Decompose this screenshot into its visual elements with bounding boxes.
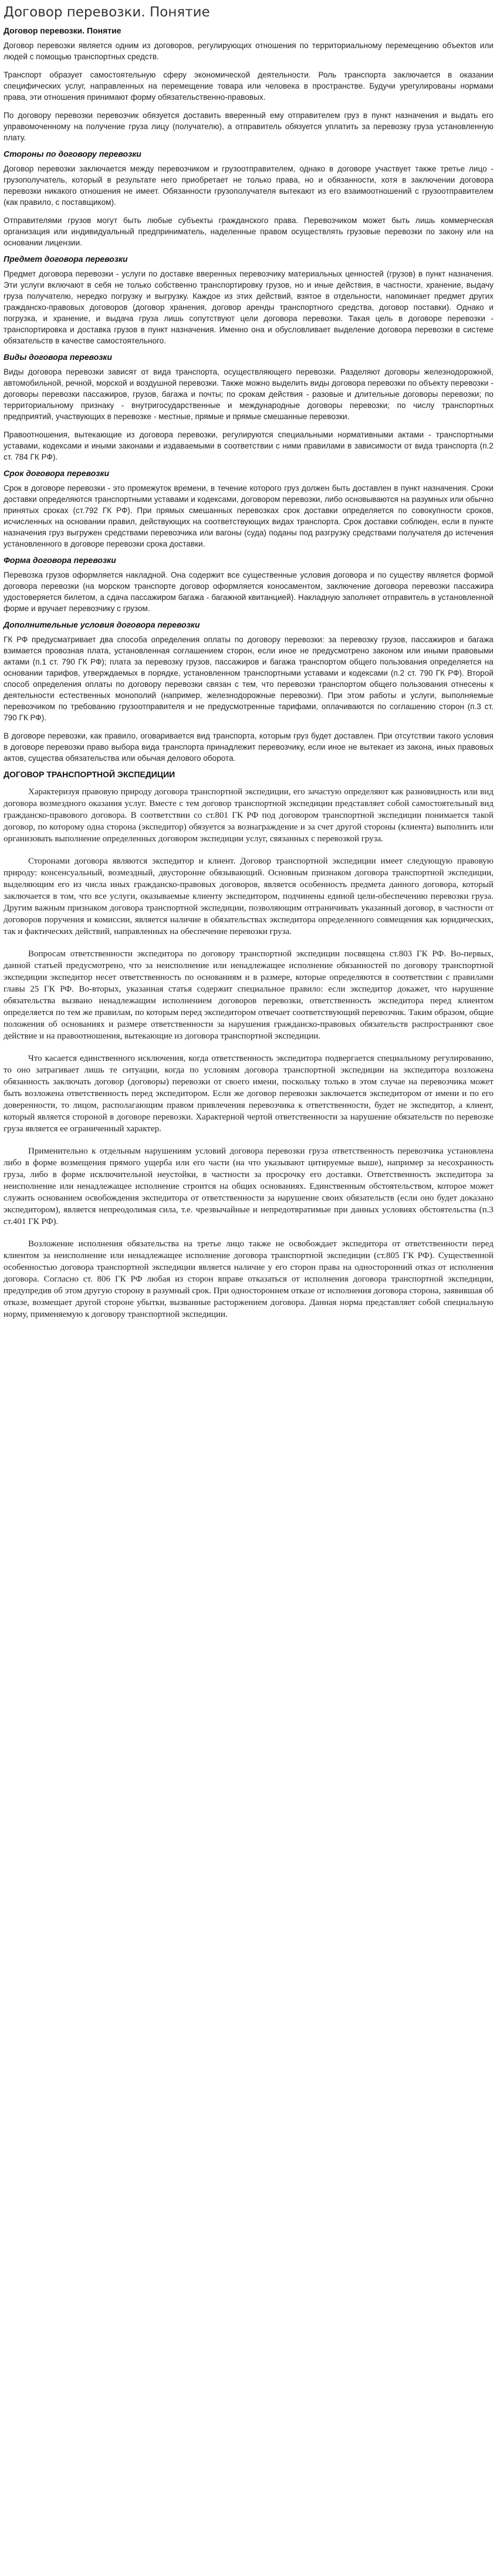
paragraph: Виды договора перевозки зависят от вида транспорта, осуществляющего перевозки. Разделяют договоры железнодорожной, автомобильной, речной, морской и воздушной перевозки. Также можно выделить виды договора перевозки по объекту перевозки - договоры перевозки пассажиров, грузов, багажа и почты; по срокам действия - разовые и длительные договоры перевозки; по территориальному признаку - внутригосударственные и международные договоры перевозки; по числу транспортных предприятий, участвующих в перевозке - местные, прямые и прямые смешанные перевозки. — [4, 367, 493, 421]
article-section — [4, 555, 493, 614]
section-heading: Договор перевозки. Понятие — [4, 26, 121, 35]
paragraph: Предмет договора перевозки - услуги по доставке вверенных перевозчику материальных ценностей (грузов) в пункт назначения. Эти услуги включают в себя не только собственно транспортировку грузов, но и иные действия, в частности, хранение, выдачу груза получателю, нередко погрузку и выгрузку. Каждое из этих действий, взятое в отдельности, напоминает предмет других гражданско-правовых договоров (договор хранения, договор аренды транспортного средства, договор поставки). Однако и погрузка, и хранение, и выдача груза лишь сопутствуют цели договора перевозки. Такая цель в договоре перевозки - транспортировка и доставка грузов в пункт назначения. Именно она и обусловливает выделение договора перевозки в системе обязательств в качестве самостоятельного. — [4, 269, 493, 345]
section-heading: Предмет договора перевозки — [4, 254, 128, 264]
section-heading: Форма договора перевозки — [4, 555, 116, 565]
paragraph: По договору перевозки перевозчик обязуется доставить вверенный ему отправителем груз в пункт назначения и выдать его управомоченному на получение груза лицу (получателю), а отправитель обязуется уплатить за перевозку груза установленную плату. — [4, 111, 493, 142]
page-title: Договор перевозки. Понятие — [4, 5, 210, 20]
paragraph: Что касается единственного исключения, когда ответственность экспедитора подвергается специальному регулированию, то оно затрагивает лишь те ситуации, когда по условиям договора транспортной экспедиции на экспедитора возложена обязанность заключать договор (договоры) перевозки от своего имени, поскольку только в этом случае на перевозчика может быть возложена ответственность перед экспедитором. Если же договор перевозки заключается экспедитором от имени и по его доверенности, то лицом, располагающим правом привлечения перевозчика к ответственности, будет не экспедитор, а клиент, который является стороной в договоре перевозки. Характерной чертой ответственности за нарушение обязательств по перевозке груза является ее ограниченный характер. — [4, 1054, 493, 1134]
article-body — [4, 26, 493, 1320]
article-section — [4, 468, 493, 549]
paragraph: Отправителями грузов могут быть любые субъекты гражданского права. Перевозчиком может быть лишь коммерческая организация или индивидуальный предприниматель, наделенные правом осуществлять грузовые перевозки по закону или на основании лицензии. — [4, 216, 493, 247]
section-heading: Виды договора перевозки — [4, 352, 113, 362]
section-heading: Стороны по договору перевозки — [4, 149, 141, 159]
article-section — [4, 254, 493, 346]
section-heading: Срок договора перевозки — [4, 468, 110, 478]
paragraph: Договор перевозки является одним из договоров, регулирующих отношения по территориальному перемещению объектов или людей с помощью транспортных средств. — [4, 41, 493, 61]
paragraph: Перевозка грузов оформляется накладной. Она содержит все существенные условия договора и по существу является формой договора перевозки (на морском транспорте договор оформляется коносаментом, заключение договора перевозки пассажира удостоверяется билетом, а сдача пассажиром багажа - багажной квитанцией). Накладную заполняет отправитель в установленной форме и вручает перевозчику с грузом. — [4, 571, 493, 613]
paragraph: Характеризуя правовую природу договора транспортной экспедиции, его зачастую определяют как разновидность или вид договора возмездного оказания услуг. Вместе с тем договор транспортной экспедиции представляет собой самостоятельный вид гражданско-правового договора. В соответствии со ст.801 ГК РФ под договором транспортной экспедиции понимается такой договор, по которому одна сторона (экспедитор) обязуется за вознаграждение и за счет другой стороны (клиента) выполнить или организовать выполнение определенных договором экспедиции услуг, связанных с перевозкой груза. — [4, 787, 493, 844]
section-heading: Дополнительные условия договора перевозки — [4, 620, 200, 629]
paragraph: Транспорт образует самостоятельную сферу экономической деятельности. Роль транспорта заключается в оказании специфических услуг, направленных на перемещение товара или человека в пространстве. Будучи урегулированы нормами права, эти отношения принимают форму обязательственно-правовых. — [4, 70, 493, 102]
paragraph: В договоре перевозки, как правило, оговаривается вид транспорта, которым груз будет доставлен. При отсутствии такого условия в договоре перевозки право выбора вида транспорта принадлежит перевозчику, если иное не вытекает из закона, иных правовых актов, существа обязательства или обычая делового оборота. — [4, 731, 493, 763]
paragraph: Возложение исполнения обязательства на третье лицо также не освобождает экспедитора от ответственности перед клиентом за неисполнение или ненадлежащее исполнение договора транспортной экспедиции (ст.805 ГК РФ). Существенной особенностью договора транспортной экспедиции является наличие у его сторон права на односторонний отказ от исполнения договора. Согласно ст. 806 ГК РФ любая из сторон вправе отказаться от исполнения договора транспортной экспедиции, предупредив об этом другую сторону в разумный срок. При одностороннем отказе от исполнения договора сторона, заявившая об отказе, возмещает другой стороне убытки, вызванные расторжением договора. Данная норма представляет собой специальную норму, применяемую к договору транспортной экспедиции. — [4, 1239, 493, 1319]
paragraph: Срок в договоре перевозки - это промежуток времени, в течение которого груз должен быть доставлен в пункт назначения. Сроки доставки определяются транспортными уставами и кодексами, договором перевозки, либо основываются на разумных или обычно принятых сроках (ст.792 ГК РФ). При прямых смешанных перевозках срок доставки определяется по совокупности сроков, исчисленных на основании правил, действующих на соответствующих видах транспорта. Срок доставки соблюден, если в пункте назначения груз выгружен средствами перевозчика или вагоны (суда) поданы под разгрузку средствами получателя до истечения установленного в договоре перевозки срока доставки. — [4, 484, 493, 548]
article-section — [4, 620, 493, 764]
paragraph: Правоотношения, вытекающие из договора перевозки, регулируются специальными нормативными актами - транспортными уставами, кодексами и иными законами и издаваемыми в соответствии с ними правилами в зависимости от вида транспорта (п.2 ст. 784 ГК РФ). — [4, 430, 493, 461]
paragraph: Вопросам ответственности экспедитора по договору транспортной экспедиции посвящена ст.803 ГК РФ. Во-первых, данной статьей предусмотрено, что за неисполнение или ненадлежащее исполнение обязанностей по договору транспортной экспедиции экспедитор несет ответственность по основаниям и в размере, которые определяются в соответствии с правилами главы 25 ГК РФ. Во-вторых, указанная статья содержит специальное правило: если экспедитор докажет, что нарушение обязательства вызвано ненадлежащим исполнением договоров перевозки, ответственность экспедитора перед клиентом определяется по тем же правилам, по которым перед экспедитором отвечает соответствующий перевозчик. Таким образом, общие положения об основаниях и размере ответственности за нарушения гражданско-правовых обязательств распространяют свое действие и на правоотношения, вытекающие из договора транспортной экспедиции. — [4, 949, 493, 1041]
article-section — [4, 352, 493, 463]
paragraph: Договор перевозки заключается между перевозчиком и грузоотправителем, однако в договоре участвует также третье лицо - грузополучатель, который в результате него приобретает не только права, но и обязанности, хотя в заключении договора перевозки никакого отношения не имеет. Обязанности грузополучателя вытекают из его взаимоотношений с грузоотправителем (как правило, с поставщиком). — [4, 164, 493, 207]
paragraph: Применительно к отдельным нарушениям условий договора перевозки груза ответственность перевозчика установлена либо в форме возмещения прямого ущерба или его части (на что указывают цитируемые выше), например за несохранность груза, либо в форме исключительной неустойки, в частности за просрочку его доставки. Ответственность экспедитора за неисполнение или ненадлежащее исполнение строится на общих основаниях. Единственным обстоятельством, которое может служить основанием освобождения экспедитора от ответственности за нарушение своих обязательств (если оно будет доказано экспедитором), является непреодолимая сила, т.е. чрезвычайные и непредотвратимые при данных условиях обстоятельства (п.3 ст.401 ГК РФ). — [4, 1147, 493, 1226]
article-section — [4, 149, 493, 248]
paragraph: ГК РФ предусматривает два способа определения оплаты по договору перевозки: за перевозку грузов, пассажиров и багажа взимается провозная плата, установленная соглашением сторон, если иное не предусмотрено законом или иными правовыми актами (п.1 ст. 790 ГК РФ); плата за перевозку грузов, пассажиров и багажа транспортом общего пользования определяется на основании тарифов, утверждаемых в порядке, установленном транспортными уставами и кодексами (п.2 ст. 790 ГК РФ). Второй способ определения оплаты по договору перевозки связан с тем, что перевозки транспортом общего пользования отнесены к деятельности естественных монополий (например, железнодорожные перевозки). При этом работы и услуги, выполняемые перевозчиком по требованию грузоотправителя и не предусмотренные тарифами, оплачиваются по соглашению сторон (п.3 ст. 790 ГК РФ). — [4, 635, 493, 722]
paragraph: Сторонами договора являются экспедитор и клиент. Договор транспортной экспедиции имеет следующую правовую природу: консенсуальный, возмездный, двусторонне обязывающий. Основным признаком договора транспортной экспедиции, выделяющим его из числа иных гражданско-правовых договоров, является особенность предмета данного договора, который заключается в том, что все услуги, оказываемые клиенту экспедитором, подчинены единой цели-обеспечению перевозки груза. Другим важным признаком договора транспортной экспедиции, позволяющим отграничивать указанный договор, в частности от договоров поручения и комиссии, является наличие в обязательствах экспедитора определенного совмещения как юридических, так и фактических действий, направленных на обеспечение перевозки груза. — [4, 857, 493, 936]
section-heading: ДОГОВОР ТРАНСПОРТНОЙ ЭКСПЕДИЦИИ — [4, 770, 175, 779]
article-section — [4, 26, 493, 143]
article-section — [4, 770, 493, 1320]
